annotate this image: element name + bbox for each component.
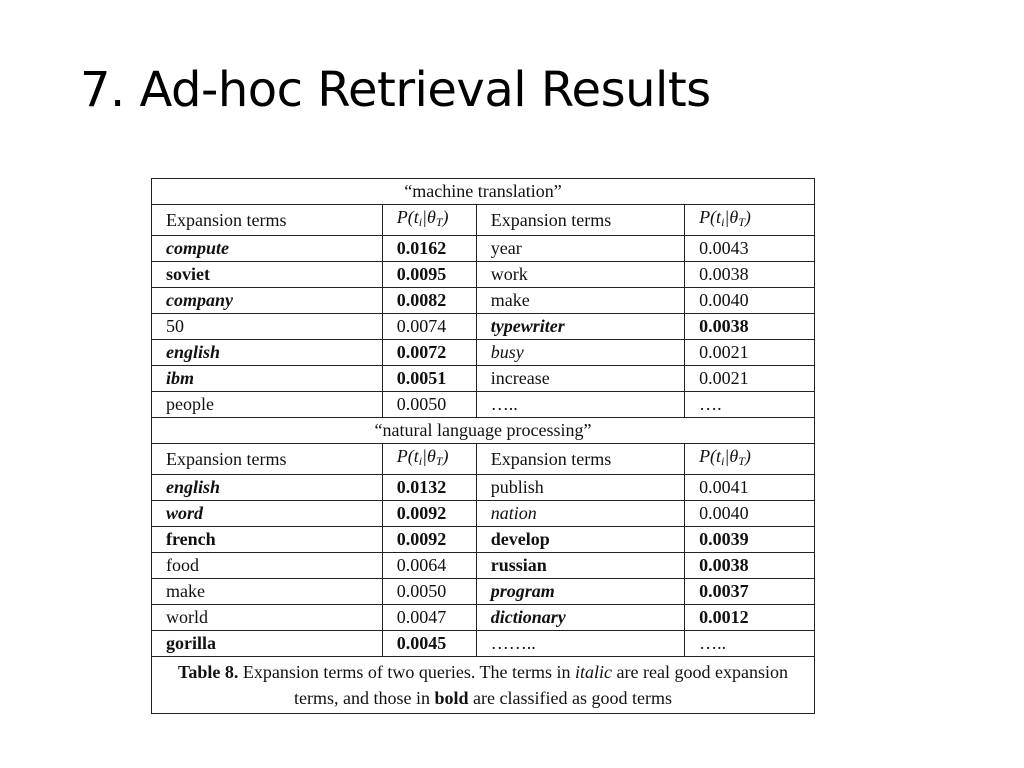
probability-cell: 0.0040 <box>685 501 815 527</box>
expansion-terms-table-container <box>151 178 815 714</box>
term-cell: russian <box>476 553 684 579</box>
query-label: “machine translation” <box>152 179 815 205</box>
probability-cell: 0.0021 <box>685 366 815 392</box>
probability-cell: 0.0038 <box>685 262 815 288</box>
term-cell: food <box>152 553 383 579</box>
expansion-terms-table <box>151 178 815 714</box>
caption-row <box>152 657 815 714</box>
caption-text: are classified as good terms <box>468 688 672 708</box>
probability-cell: 0.0047 <box>382 605 476 631</box>
probability-cell: 0.0038 <box>685 314 815 340</box>
term-cell: increase <box>476 366 684 392</box>
probability-cell: 0.0082 <box>382 288 476 314</box>
header-row <box>152 444 815 475</box>
probability-cell: 0.0132 <box>382 475 476 501</box>
term-cell: …….. <box>476 631 684 657</box>
probability-cell: 0.0051 <box>382 366 476 392</box>
probability-cell: 0.0050 <box>382 392 476 418</box>
header-expansion-terms: Expansion terms <box>152 205 383 236</box>
term-cell: year <box>476 236 684 262</box>
term-cell: work <box>476 262 684 288</box>
probability-cell: 0.0038 <box>685 553 815 579</box>
probability-cell: 0.0074 <box>382 314 476 340</box>
term-cell: make <box>152 579 383 605</box>
probability-cell: 0.0039 <box>685 527 815 553</box>
term-cell: ….. <box>476 392 684 418</box>
term-cell: nation <box>476 501 684 527</box>
header-expansion-terms: Expansion terms <box>152 444 383 475</box>
caption-text: are real good expansion terms, and those in <box>294 662 788 708</box>
probability-cell: 0.0072 <box>382 340 476 366</box>
table-row <box>152 553 815 579</box>
probability-cell: 0.0012 <box>685 605 815 631</box>
header-probability: $P(t_i|\theta_T)$ <box>685 444 815 475</box>
term-cell: people <box>152 392 383 418</box>
header-row <box>152 205 815 236</box>
header-probability: $P(t_i|\theta_T)$ <box>382 205 476 236</box>
query-label: “natural language processing” <box>152 418 815 444</box>
query-row <box>152 179 815 205</box>
term-cell: company <box>152 288 383 314</box>
term-cell: english <box>152 340 383 366</box>
term-cell: dictionary <box>476 605 684 631</box>
table-row <box>152 262 815 288</box>
term-cell: soviet <box>152 262 383 288</box>
term-cell: typewriter <box>476 314 684 340</box>
term-cell: develop <box>476 527 684 553</box>
probability-cell: 0.0092 <box>382 527 476 553</box>
table-row <box>152 366 815 392</box>
probability-cell: 0.0092 <box>382 501 476 527</box>
table-row <box>152 340 815 366</box>
table-row <box>152 314 815 340</box>
term-cell: english <box>152 475 383 501</box>
table-row <box>152 631 815 657</box>
term-cell: busy <box>476 340 684 366</box>
slide-title: 7. Ad-hoc Retrieval Results <box>80 62 711 118</box>
table-row <box>152 501 815 527</box>
caption-text: Expansion terms of two queries. The terms in <box>238 662 576 682</box>
caption-italic-word: italic <box>575 662 613 682</box>
term-cell: make <box>476 288 684 314</box>
probability-cell: 0.0040 <box>685 288 815 314</box>
term-cell: word <box>152 501 383 527</box>
table-row <box>152 605 815 631</box>
header-probability: $P(t_i|\theta_T)$ <box>685 205 815 236</box>
term-cell: 50 <box>152 314 383 340</box>
term-cell: publish <box>476 475 684 501</box>
probability-cell: 0.0021 <box>685 340 815 366</box>
table-row <box>152 475 815 501</box>
table-row <box>152 288 815 314</box>
probability-cell: 0.0162 <box>382 236 476 262</box>
caption-label: Table 8. <box>178 662 239 682</box>
probability-cell: 0.0095 <box>382 262 476 288</box>
probability-cell: ….. <box>685 631 815 657</box>
table-row <box>152 392 815 418</box>
term-cell: ibm <box>152 366 383 392</box>
header-expansion-terms: Expansion terms <box>476 444 684 475</box>
term-cell: program <box>476 579 684 605</box>
header-expansion-terms: Expansion terms <box>476 205 684 236</box>
probability-cell: 0.0041 <box>685 475 815 501</box>
table-row <box>152 527 815 553</box>
table-caption <box>152 657 815 714</box>
term-cell: french <box>152 527 383 553</box>
term-cell: compute <box>152 236 383 262</box>
table-row <box>152 579 815 605</box>
query-row <box>152 418 815 444</box>
probability-cell: 0.0043 <box>685 236 815 262</box>
probability-cell: …. <box>685 392 815 418</box>
term-cell: gorilla <box>152 631 383 657</box>
table-row <box>152 236 815 262</box>
probability-cell: 0.0037 <box>685 579 815 605</box>
probability-cell: 0.0050 <box>382 579 476 605</box>
caption-bold-word: bold <box>434 688 469 708</box>
term-cell: world <box>152 605 383 631</box>
probability-cell: 0.0064 <box>382 553 476 579</box>
header-probability: $P(t_i|\theta_T)$ <box>382 444 476 475</box>
probability-cell: 0.0045 <box>382 631 476 657</box>
